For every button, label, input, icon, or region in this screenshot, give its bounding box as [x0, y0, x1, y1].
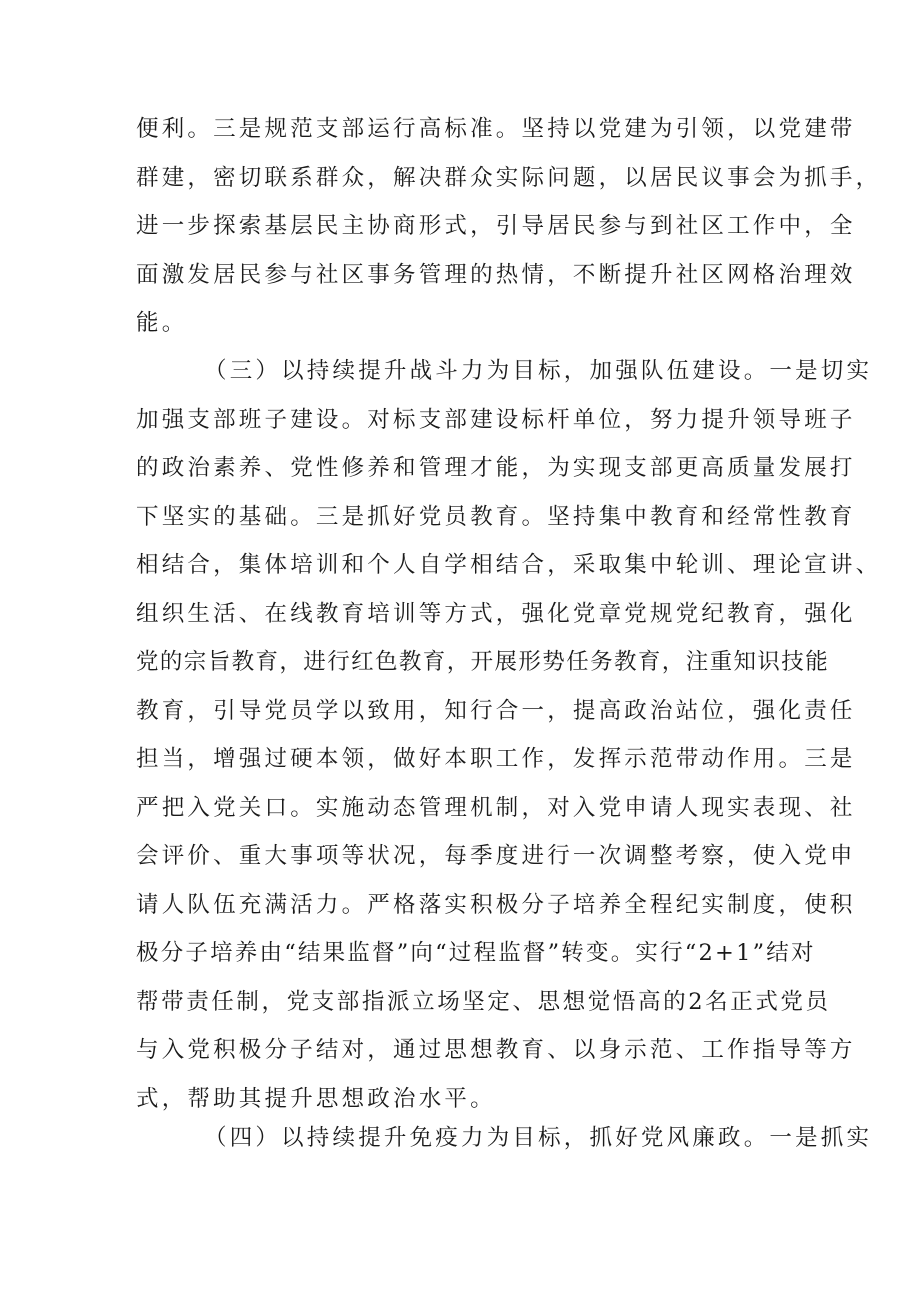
text-line: 能。 [136, 310, 188, 336]
text-line: 帮带责任制，党支部指派立场坚定、思想觉悟高的2名正式党员 [136, 988, 831, 1015]
text-line: 组织生活、在线教育培训等方式，强化党章党规党纪教育，强化 [136, 600, 856, 627]
text-line: 极分子培养由“结果监督”向“过程监督”转变。实行“2+1”结对 [136, 940, 816, 966]
text-line: 教育，引导党员学以致用，知行合一，提高政治站位，强化责任 [136, 697, 856, 724]
text-line: 群建，密切联系群众，解决群众实际问题，以居民议事会为抓手， [136, 164, 882, 191]
text-line: 面激发居民参与社区事务管理的热情，不断提升社区网格治理效 [136, 261, 856, 288]
paragraph-2 [136, 347, 882, 1123]
text-line: 加强支部班子建设。对标支部建设标杆单位，努力提升领导班子 [136, 406, 856, 433]
text-line: 请人队伍充满活力。严格落实积极分子培养全程纪实制度，使积 [136, 891, 856, 918]
paragraph-3 [136, 1114, 873, 1163]
text-line: 担当，增强过硬本领，做好本职工作，发挥示范带动作用。三是 [136, 746, 856, 772]
text-line: 式，帮助其提升思想政治水平。 [136, 1085, 496, 1112]
text-line: 严把入党关口。实施动态管理机制，对入党申请人现实表现、社 [136, 794, 856, 821]
text-line: 党的宗旨教育，进行红色教育，开展形势任务教育，注重知识技能 [136, 649, 830, 675]
text-line: 与入党积极分子结对，通过思想教育、以身示范、工作指导等方 [136, 1037, 856, 1063]
paragraph-1 [136, 105, 882, 348]
text-line: 下坚实的基础。三是抓好党员教育。坚持集中教育和经常性教育 [136, 503, 856, 530]
text-line: （三）以持续提升战斗力为目标，加强队伍建设。一是切实 [204, 358, 873, 384]
text-line: （四）以持续提升免疫力为目标，抓好党风廉政。一是抓实 [204, 1125, 873, 1151]
text-line: 会评价、重大事项等状况，每季度进行一次调整考察，使入党申 [136, 843, 856, 869]
text-line: 进一步探索基层民主协商形式，引导居民参与到社区工作中，全 [136, 213, 856, 239]
text-line: 的政治素养、党性修养和管理才能，为实现支部更高质量发展打 [136, 455, 856, 481]
text-line: 相结合，集体培训和个人自学相结合，采取集中轮训、理论宣讲、 [136, 552, 882, 578]
text-line: 便利。三是规范支部运行高标准。坚持以党建为引领，以党建带 [136, 116, 856, 142]
